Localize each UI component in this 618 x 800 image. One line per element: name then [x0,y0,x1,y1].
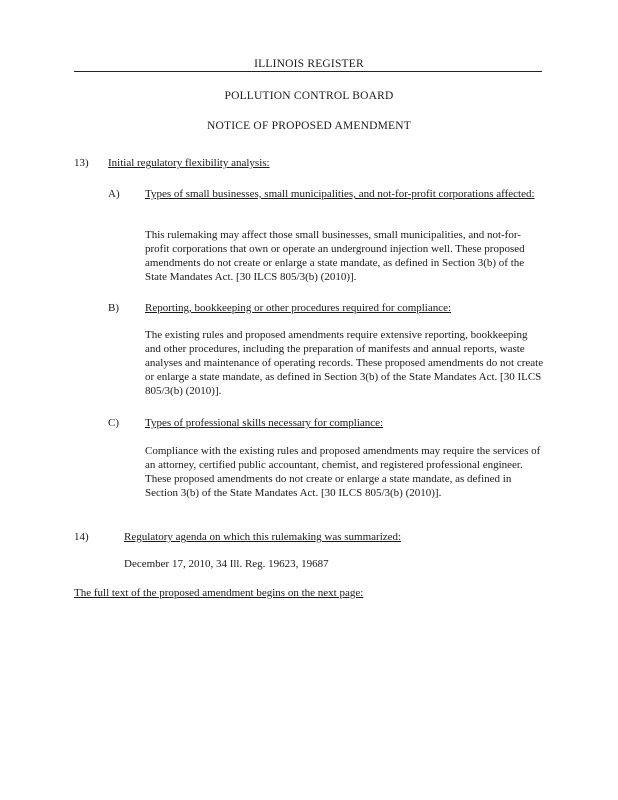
subsection-a-label: A) [108,188,120,200]
subsection-b-body: The existing rules and proposed amendments require extensive reporting, bookkeeping and other procedures, including the preparation of manifests and annual reports, waste analyses and maintenance of operating records. These proposed amendments do not create or enlarge a state mandate, as defined in Section 3(b) of the State Mandates Act. [30 ILCS 805/3(b) (2010)]. [145,329,544,397]
item-14-body: December 17, 2010, 34 Ill. Reg. 19623, 19687 [124,558,329,570]
subsection-c-body: Compliance with the existing rules and proposed amendments may require the services of an attorney, certified public accountant, chemist, and registered professional engineer. These proposed amendments do not create or enlarge a state mandate, as defined in Section 3(b) of the State Mandates Act. [30 ILCS 805/3(b) (2010)]. [145,445,541,499]
item-13-number: 13) [74,157,89,169]
item-13-title: Initial regulatory flexibility analysis: [108,157,270,169]
agency-name: POLLUTION CONTROL BOARD [224,90,394,102]
subsection-b-label: B) [108,302,119,314]
register-title: ILLINOIS REGISTER [254,58,364,70]
item-14-number: 14) [74,531,89,543]
notice-title: NOTICE OF PROPOSED AMENDMENT [207,120,411,132]
item-14-title: Regulatory agenda on which this rulemaking was summarized: [124,531,402,543]
header-rule [74,71,542,72]
footer-note: The full text of the proposed amendment begins on the next page: [74,587,364,599]
subsection-b-heading: Reporting, bookkeeping or other procedures required for compliance: [145,302,452,314]
subsection-c-label: C) [108,417,119,429]
subsection-a-heading: Types of small businesses, small municipalities, and not-for-profit corporations affected: [145,188,535,200]
subsection-c-heading: Types of professional skills necessary for compliance: [145,417,384,429]
subsection-a-body: This rulemaking may affect those small businesses, small municipalities, and not-for-profit corporations that own or operate an underground injection well. These proposed amendments do not create or enlarge a state mandate, as defined in Section 3(b) of the State Mandates Act. [30 ILCS 805/3(b) (2010)]. [145,229,525,283]
